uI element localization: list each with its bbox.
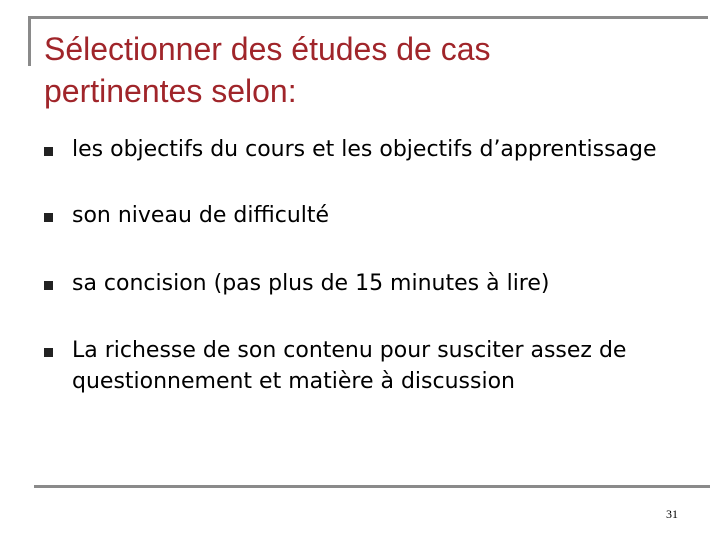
left-frame-line bbox=[28, 16, 31, 66]
bullet-item bbox=[40, 268, 680, 299]
square-bullet-icon bbox=[44, 281, 53, 290]
square-bullet-icon bbox=[44, 213, 53, 222]
slide-title bbox=[44, 28, 664, 112]
bullet-list bbox=[40, 134, 680, 397]
title-line-1: Sélectionner des études de cas bbox=[44, 31, 491, 67]
bullet-item bbox=[40, 134, 680, 165]
bullet-text: son niveau de difficulté bbox=[72, 203, 330, 228]
bullet-text: La richesse de son contenu pour susciter assez de questionnement et matière à discussion bbox=[72, 338, 627, 394]
square-bullet-icon bbox=[44, 348, 53, 357]
bullet-item bbox=[40, 200, 680, 231]
bottom-frame-line bbox=[34, 485, 710, 488]
bullet-text: sa concision (pas plus de 15 minutes à lire) bbox=[72, 271, 550, 296]
top-frame-line bbox=[28, 16, 708, 19]
title-line-2: pertinentes selon: bbox=[44, 73, 297, 109]
page-number: 31 bbox=[666, 507, 678, 521]
square-bullet-icon bbox=[44, 147, 53, 156]
bullet-item bbox=[40, 335, 680, 397]
bullet-text: les objectifs du cours et les objectifs d’apprentissage bbox=[72, 137, 657, 162]
